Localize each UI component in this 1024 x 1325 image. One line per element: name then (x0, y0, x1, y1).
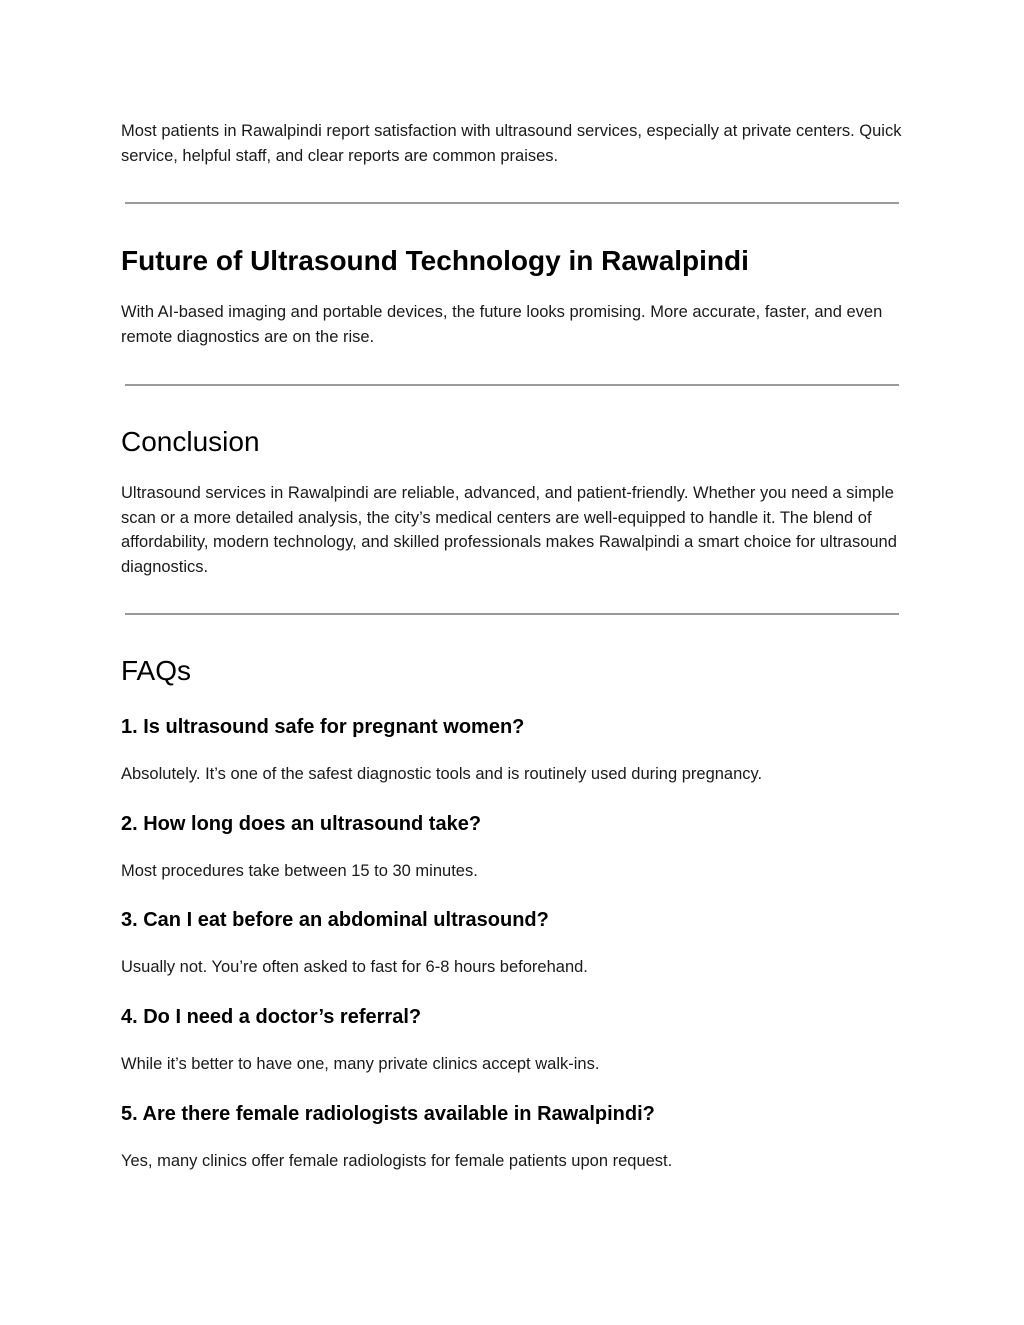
conclusion-heading: Conclusion (121, 426, 260, 457)
section-divider (125, 384, 899, 386)
faq-question: 2. How long does an ultrasound take? (121, 813, 482, 835)
faq-question: 5. Are there female radiologists available in Rawalpindi? (121, 1103, 655, 1125)
faq-answer: Usually not. You’re often asked to fast for 6-8 hours beforehand. (121, 958, 588, 976)
faq-answer: Absolutely. It’s one of the safest diagnostic tools and is routinely used during pregnancy. (121, 765, 763, 783)
faq-answer: Most procedures take between 15 to 30 minutes. (121, 862, 478, 880)
future-heading: Future of Ultrasound Technology in Rawalpindi (121, 245, 749, 276)
conclusion-paragraph: Ultrasound services in Rawalpindi are reliable, advanced, and patient-friendly. Whether you need a simple scan or a more detailed analysis, the city’s medical centers are well-equipped to handle it. The blend of affordability, modern technology, and skilled professionals makes Rawalpindi a smart choice for ultrasound diagnostics. (121, 484, 897, 576)
intro-paragraph: Most patients in Rawalpindi report satisfaction with ultrasound services, especially at private centers. Quick service, helpful staff, and clear reports are common praises. (121, 122, 902, 165)
faqs-heading: FAQs (121, 655, 192, 686)
faq-question: 4. Do I need a doctor’s referral? (121, 1006, 422, 1028)
faq-answer: Yes, many clinics offer female radiologists for female patients upon request. (121, 1152, 673, 1170)
faq-answer: While it’s better to have one, many private clinics accept walk-ins. (121, 1055, 600, 1073)
section-divider (125, 202, 899, 204)
future-paragraph: With AI-based imaging and portable devices, the future looks promising. More accurate, faster, and even remote diagnostics are on the rise. (121, 303, 883, 346)
section-divider (125, 613, 899, 615)
faq-question: 1. Is ultrasound safe for pregnant women? (121, 716, 525, 738)
faq-question: 3. Can I eat before an abdominal ultrasound? (121, 909, 549, 931)
